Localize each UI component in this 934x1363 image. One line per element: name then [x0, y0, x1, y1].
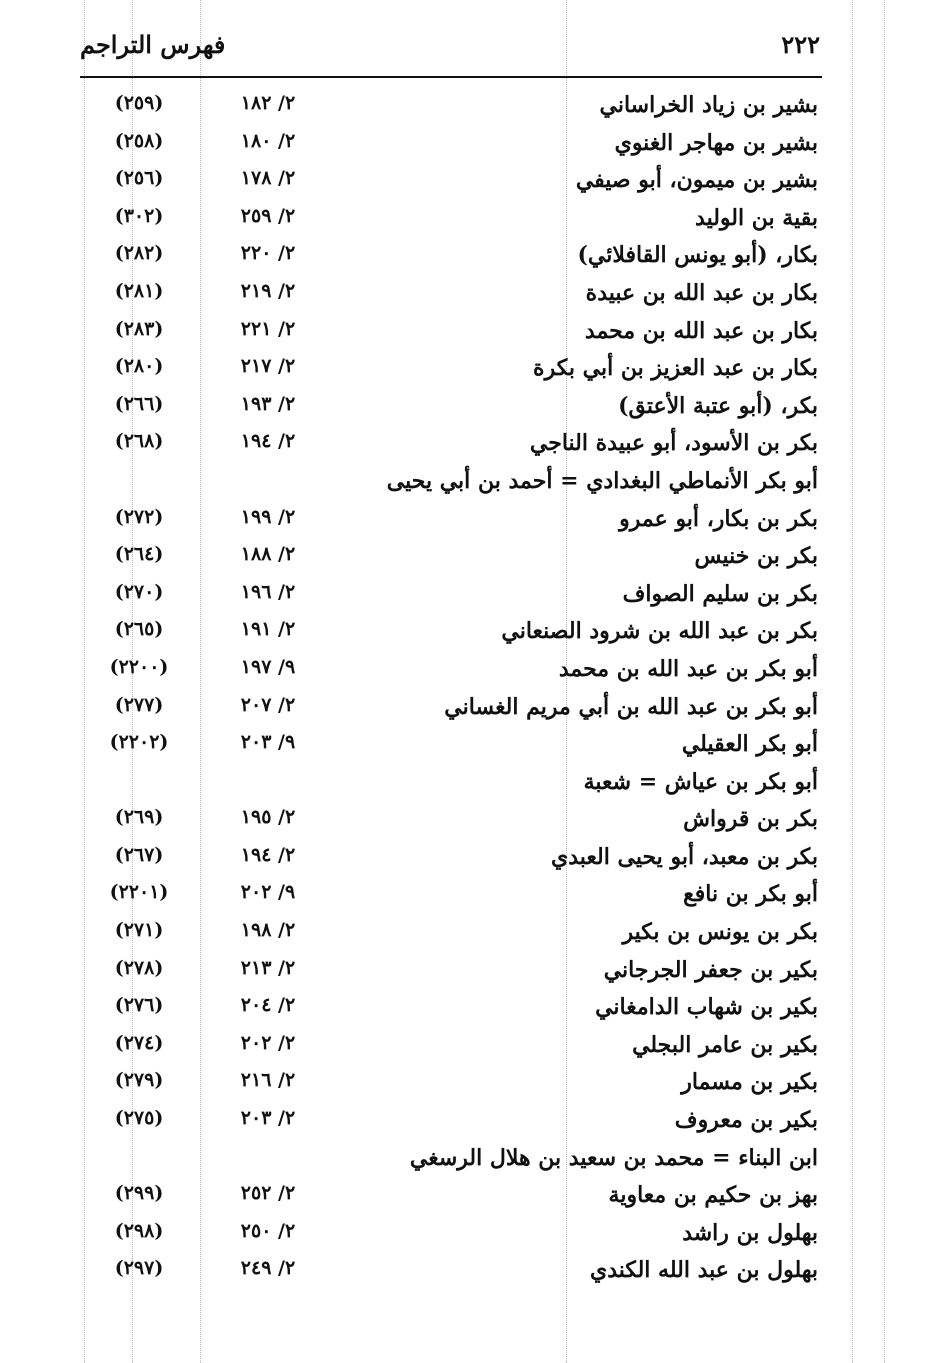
index-entry — [0, 1251, 934, 1289]
index-entry — [0, 124, 934, 162]
entry-name: بكر بن بكار، أبو عمرو — [619, 505, 818, 532]
index-entry — [0, 199, 934, 237]
entry-number: (٢٧٩) — [114, 1069, 164, 1092]
entry-number: (٢٥٨) — [114, 129, 164, 152]
entry-volume-page: ٢/ ٢٥٢ — [240, 1182, 296, 1205]
entry-name: بكر بن قرواش — [683, 806, 818, 833]
entry-number: (٢٩٩) — [114, 1182, 164, 1205]
entry-number: (٢٢٠٠) — [109, 655, 169, 678]
entry-name: بكير بن عامر البجلي — [632, 1031, 818, 1058]
entry-volume-page: ٢/ ٢١٧ — [240, 355, 296, 378]
index-entry — [0, 424, 934, 462]
entry-name: أبو بكر العقيلي — [681, 731, 818, 758]
entry-volume-page: ٢/ ١٧٨ — [240, 167, 296, 190]
entry-volume-page: ٢/ ٢٥٠ — [240, 1219, 296, 1242]
entry-number: (٢٦٤) — [114, 543, 164, 566]
index-entry — [0, 274, 934, 312]
index-entry — [0, 988, 934, 1026]
entry-number: (٢٨٢) — [114, 242, 164, 265]
index-entry — [0, 650, 934, 688]
entry-name: بقية بن الوليد — [695, 204, 818, 231]
entry-name: بهلول بن عبد الله الكندي — [590, 1257, 818, 1284]
entry-volume-page: ٢/ ١٨٠ — [240, 129, 296, 152]
entry-number: (٢٨١) — [114, 279, 164, 302]
entry-number: (٢٧٤) — [114, 1031, 164, 1054]
entry-name: بكر بن يونس بن بكير — [622, 919, 818, 946]
page-number: ٢٢٢ — [781, 30, 820, 59]
entry-volume-page: ٢/ ٢١٣ — [240, 956, 296, 979]
index-entry — [0, 1026, 934, 1064]
index-entry — [0, 612, 934, 650]
entry-number: (٢٢٠١) — [109, 881, 169, 904]
entry-volume-page: ٢/ ١٨٨ — [240, 543, 296, 566]
index-entry — [0, 1139, 934, 1177]
entry-volume-page: ٢/ ١٩٤ — [240, 843, 296, 866]
entry-volume-page: ٢/ ١٩٥ — [240, 806, 296, 829]
index-entry — [0, 688, 934, 726]
index-entry — [0, 875, 934, 913]
entry-number: (٢٧٦) — [114, 994, 164, 1017]
page-header — [80, 22, 820, 78]
entry-name: بكير بن معروف — [674, 1107, 818, 1134]
index-entry — [0, 951, 934, 989]
entry-number: (٢٦٩) — [114, 806, 164, 829]
entry-volume-page: ٢/ ١٩١ — [240, 618, 296, 641]
entry-name: بكار بن عبد الله بن عبيدة — [585, 279, 818, 306]
entry-name: بكير بن شهاب الدامغاني — [595, 994, 818, 1021]
entry-volume-page: ٢/ ٢٤٩ — [240, 1257, 296, 1280]
entry-volume-page: ٢/ ١٩٤ — [240, 430, 296, 453]
entry-volume-page: ٢/ ٢٠٣ — [240, 1107, 296, 1130]
index-entry — [0, 763, 934, 801]
entry-name: بهلول بن راشد — [682, 1219, 818, 1246]
entry-name: ابن البناء = محمد بن سعيد بن هلال الرسغي — [409, 1144, 818, 1171]
entry-number: (٢٦٦) — [114, 392, 164, 415]
entry-number: (٢٧٨) — [114, 956, 164, 979]
entry-number: (٢٩٧) — [114, 1257, 164, 1280]
entry-volume-page: ٢/ ٢٠٢ — [240, 1031, 296, 1054]
entry-name: بكار بن عبد العزيز بن أبي بكرة — [533, 355, 818, 382]
entry-name: بكر بن الأسود، أبو عبيدة الناجي — [529, 430, 818, 457]
entry-number: (٢٥٩) — [114, 92, 164, 114]
entry-name: بشير بن زياد الخراساني — [599, 92, 818, 118]
entry-volume-page: ٢/ ١٩٨ — [240, 919, 296, 942]
entry-number: (٢٧١) — [114, 919, 164, 942]
entry-number: (٢٩٨) — [114, 1219, 164, 1242]
entry-name: بشير بن مهاجر الغنوي — [614, 129, 818, 156]
entry-name: بشير بن ميمون، أبو صيفي — [575, 167, 818, 194]
entry-number: (٢٨٣) — [114, 317, 164, 340]
index-entry — [0, 236, 934, 274]
entry-number: (٢٦٨) — [114, 430, 164, 453]
index-entry — [0, 349, 934, 387]
running-title: فهرس التراجم — [80, 30, 226, 59]
entry-number: (٢٧٠) — [114, 580, 164, 603]
entry-number: (٢٧٢) — [114, 505, 164, 528]
entry-number: (٢٧٧) — [114, 693, 164, 716]
entry-name: بكر بن سليم الصواف — [622, 580, 818, 607]
entry-name: أبو بكر بن عياش = شعبة — [583, 768, 818, 795]
entry-name: بهز بن حكيم بن معاوية — [608, 1182, 818, 1209]
entry-volume-page: ٩/ ١٩٧ — [240, 655, 296, 678]
entry-name: أبو بكر بن نافع — [683, 881, 818, 908]
entry-name: أبو بكر بن عبد الله بن أبي مريم الغساني — [444, 693, 818, 720]
entry-volume-page: ٢/ ٢١٦ — [240, 1069, 296, 1092]
index-entry — [0, 312, 934, 350]
entry-number: (٢٧٥) — [114, 1107, 164, 1130]
entry-name: أبو بكر الأنماطي البغدادي = أحمد بن أبي يحيى — [386, 467, 818, 494]
header-divider — [80, 76, 822, 78]
index-entry — [0, 462, 934, 500]
entry-name: بكير بن مسمار — [681, 1069, 818, 1096]
entry-name: بكير بن جعفر الجرجاني — [603, 956, 818, 983]
index-entry — [0, 500, 934, 538]
entry-volume-page: ٢/ ١٩٦ — [240, 580, 296, 603]
biography-index-list — [0, 86, 934, 1289]
index-entry — [0, 387, 934, 425]
entry-volume-page: ٢/ ٢٢٠ — [240, 242, 296, 265]
index-entry — [0, 575, 934, 613]
index-entry — [0, 1101, 934, 1139]
entry-name: بكر بن عبد الله بن شرود الصنعاني — [501, 618, 818, 645]
index-entry — [0, 725, 934, 763]
entry-volume-page: ٢/ ٢١٩ — [240, 279, 296, 302]
index-entry — [0, 1214, 934, 1252]
entry-name: بكار، (أبو يونس القافلائي) — [577, 242, 818, 269]
entry-volume-page: ٩/ ٢٠٣ — [240, 731, 296, 754]
index-entry — [0, 838, 934, 876]
index-entry — [0, 537, 934, 575]
entry-volume-page: ٢/ ٢٠٧ — [240, 693, 296, 716]
entry-number: (٢٢٠٢) — [109, 731, 169, 754]
entry-name: أبو بكر بن عبد الله بن محمد — [558, 655, 818, 682]
entry-number: (٢٦٧) — [114, 843, 164, 866]
entry-number: (٢٦٥) — [114, 618, 164, 641]
index-entry — [0, 161, 934, 199]
entry-volume-page: ٢/ ١٨٢ — [240, 92, 296, 114]
entry-volume-page: ٢/ ١٩٩ — [240, 505, 296, 528]
entry-number: (٢٥٦) — [114, 167, 164, 190]
entry-volume-page: ٢/ ٢٥٩ — [240, 204, 296, 227]
entry-name: بكار بن عبد الله بن محمد — [584, 317, 818, 344]
entry-number: (٢٨٠) — [114, 355, 164, 378]
entry-volume-page: ٢/ ٢٢١ — [240, 317, 296, 340]
entry-volume-page: ٩/ ٢٠٢ — [240, 881, 296, 904]
index-entry — [0, 913, 934, 951]
entry-name: بكر بن معبد، أبو يحيى العبدي — [551, 843, 818, 870]
entry-number: (٣٠٢) — [114, 204, 164, 227]
index-entry — [0, 800, 934, 838]
index-entry — [0, 86, 934, 124]
entry-name: بكر، (أبو عتبة الأعتق) — [618, 392, 818, 419]
index-entry — [0, 1176, 934, 1214]
entry-name: بكر بن خنيس — [694, 543, 818, 570]
index-entry — [0, 1063, 934, 1101]
entry-volume-page: ٢/ ١٩٣ — [240, 392, 296, 415]
entry-volume-page: ٢/ ٢٠٤ — [240, 994, 296, 1017]
